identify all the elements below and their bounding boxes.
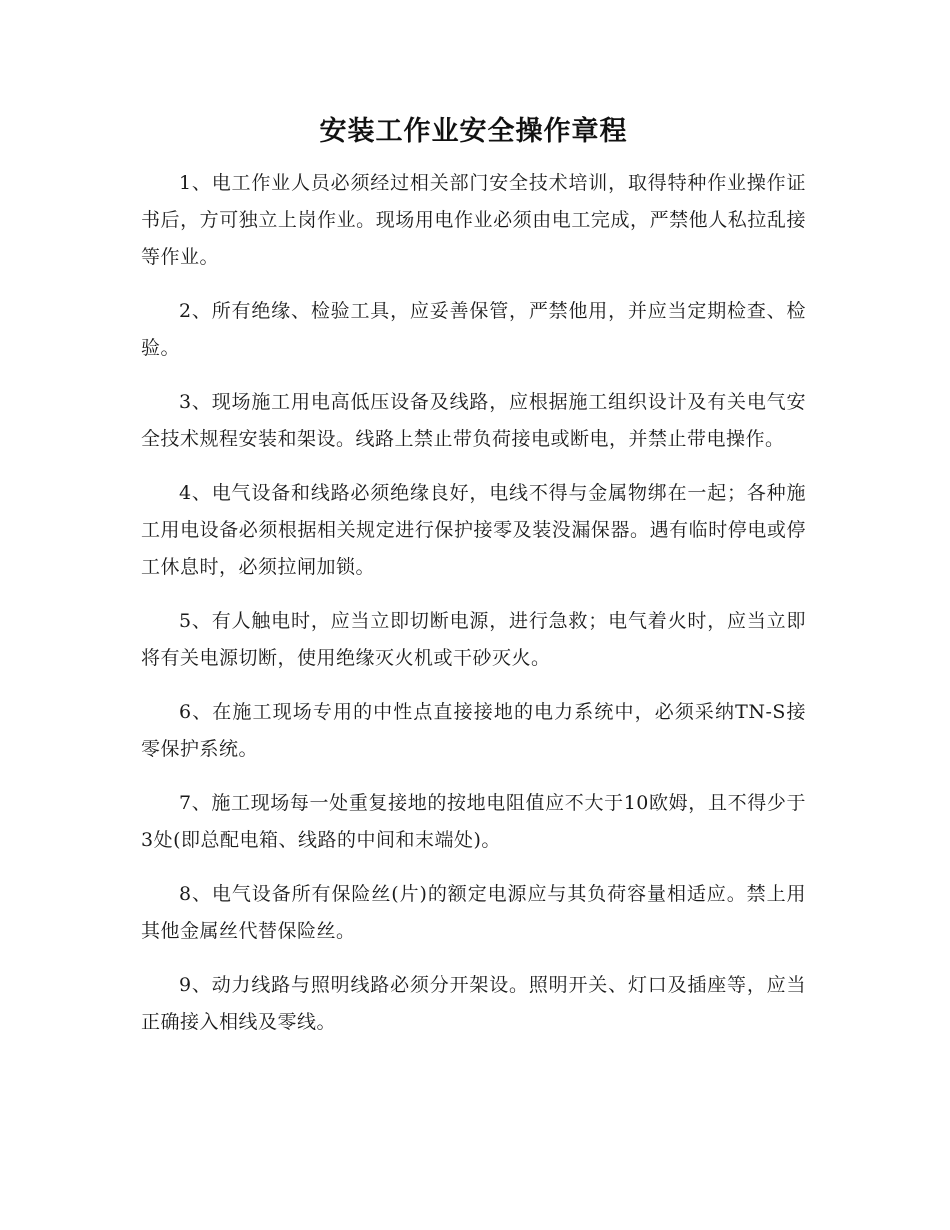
- document-title: 安装工作业安全操作章程: [319, 116, 628, 147]
- paragraph-8: 8、电气设备所有保险丝(片)的额定电源应与其负荷容量相适应。禁上用其他金属丝代替保险丝。: [141, 883, 806, 942]
- paragraph-1: 1、电工作业人员必须经过相关部门安全技术培训，取得特种作业操作证书后，方可独立上岗作业。现场用电作业必须由电工完成，严禁他人私拉乱接等作业。: [141, 172, 806, 268]
- paragraph-4: 4、电气设备和线路必须绝缘良好，电线不得与金属物绑在一起；各种施工用电设备必须根据相关规定进行保护接零及装没漏保器。遇有临时停电或停工休息时，必须拉闸加锁。: [141, 482, 806, 578]
- paragraph-5: 5、有人触电时，应当立即切断电源，进行急救；电气着火时，应当立即将有关电源切断，使用绝缘灭火机或干砂灭火。: [141, 610, 806, 669]
- paragraph-7: 7、施工现场每一处重复接地的按地电阻值应不大于10欧姆，且不得少于3处(即总配电箱、线路的中间和末端处)。: [141, 792, 806, 851]
- paragraph-2: 2、所有绝缘、检验工具，应妥善保管，严禁他用，并应当定期检查、检验。: [141, 300, 806, 359]
- document-body: [141, 165, 806, 1058]
- paragraph-6: 6、在施工现场专用的中性点直接接地的电力系统中，必须采纳TN-S接零保护系统。: [141, 701, 806, 760]
- paragraph-3: 3、现场施工用电高低压设备及线路，应根据施工组织设计及有关电气安全技术规程安装和架设。线路上禁止带负荷接电或断电，并禁止带电操作。: [141, 391, 806, 450]
- paragraph-9: 9、动力线路与照明线路必须分开架设。照明开关、灯口及插座等，应当正确接入相线及零线。: [141, 974, 806, 1033]
